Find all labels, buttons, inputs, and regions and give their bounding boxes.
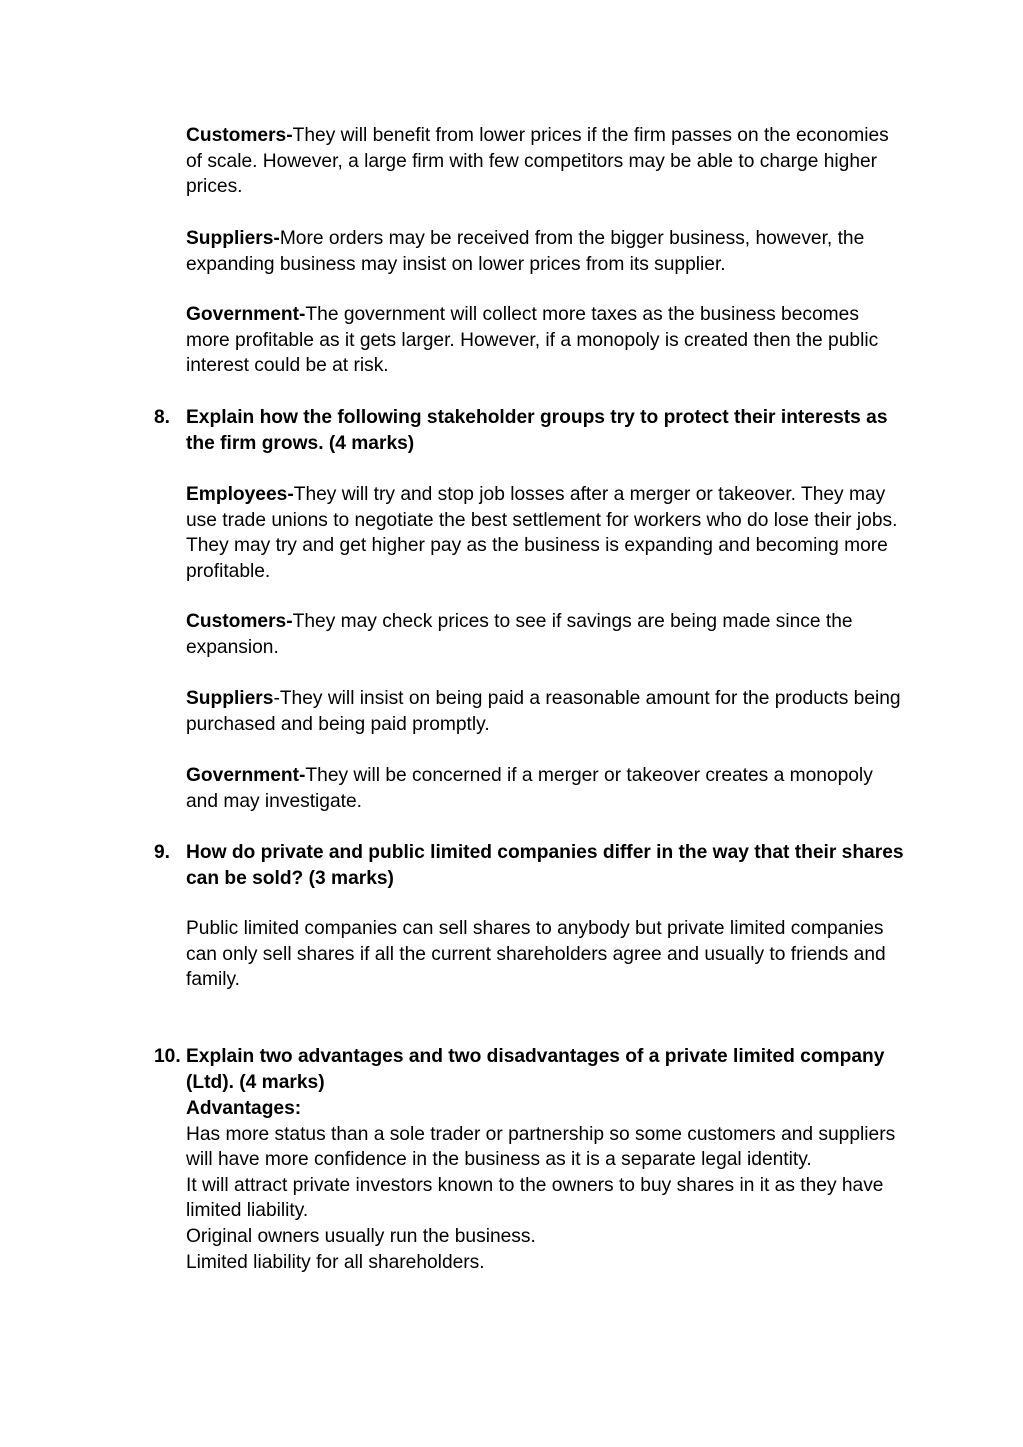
q8-question: Explain how the following stakeholder groups try to protect their interests as the firm grows. (4 marks)	[186, 407, 888, 454]
q8-government-paragraph	[186, 763, 906, 814]
q9-number: 9.	[154, 842, 171, 863]
q8-employees-text: They will try and stop job losses after a merger or takeover. They may use trade unions to negotiate the best settlement for workers who do lose their jobs. They may try and get higher pay as the business is expanding and becoming more profitable.	[186, 484, 898, 582]
q7-customers-paragraph	[186, 123, 906, 200]
q10-advantage-item: Limited liability for all shareholders.	[186, 1251, 485, 1273]
q7-government-label: Government-	[186, 304, 306, 325]
q7-suppliers-paragraph	[186, 226, 906, 277]
q7-customers-label: Customers-	[186, 125, 293, 146]
q10-advantages-section	[186, 1096, 906, 1275]
q10-advantages-heading: Advantages:	[186, 1098, 302, 1119]
q9-question: How do private and public limited companies differ in the way that their shares can be sold? (3 marks)	[186, 842, 904, 889]
q8-employees-paragraph	[186, 482, 906, 584]
q7-government-paragraph	[186, 302, 906, 379]
q10-advantage-item: It will attract private investors known to the owners to buy shares in it as they have limited liability.	[186, 1174, 884, 1222]
q10-advantage-item: Has more status than a sole trader or partnership so some customers and suppliers will have more confidence in the business as it is a separate legal identity.	[186, 1123, 896, 1171]
q8-suppliers-paragraph	[186, 686, 906, 737]
q8-suppliers-label: Suppliers	[186, 688, 274, 709]
q8-employees-label: Employees-	[186, 484, 294, 505]
q8-customers-text: They may check prices to see if savings are being made since the expansion.	[186, 611, 853, 658]
q10-question: Explain two advantages and two disadvantages of a private limited company (Ltd). (4 marks)	[186, 1046, 885, 1093]
q8-customers-paragraph	[186, 609, 906, 660]
q7-customers-text: They will benefit from lower prices if the firm passes on the economies of scale. However, a large firm with few competitors may be able to charge higher prices.	[186, 125, 889, 198]
q8-customers-label: Customers-	[186, 611, 293, 632]
q7-government-text: The government will collect more taxes as the business becomes more profitable as it gets larger. However, if a monopoly is created then the public interest could be at risk.	[186, 304, 879, 377]
q10-number: 10.	[154, 1046, 181, 1067]
q10-advantage-item: Original owners usually run the business.	[186, 1225, 536, 1247]
q7-suppliers-text: More orders may be received from the bigger business, however, the expanding business may insist on lower prices from its supplier.	[186, 228, 865, 275]
q8-government-label: Government-	[186, 765, 306, 786]
q8-suppliers-text: -They will insist on being paid a reasonable amount for the products being purchased and being paid promptly.	[186, 688, 901, 735]
q7-suppliers-label: Suppliers-	[186, 228, 280, 249]
q8-number: 8.	[154, 407, 171, 428]
q9-answer: Public limited companies can sell shares to anybody but private limited companies can only sell shares if all the current shareholders agree and usually to friends and family.	[186, 918, 886, 991]
q8-government-text: They will be concerned if a merger or takeover creates a monopoly and may investigate.	[186, 765, 873, 812]
